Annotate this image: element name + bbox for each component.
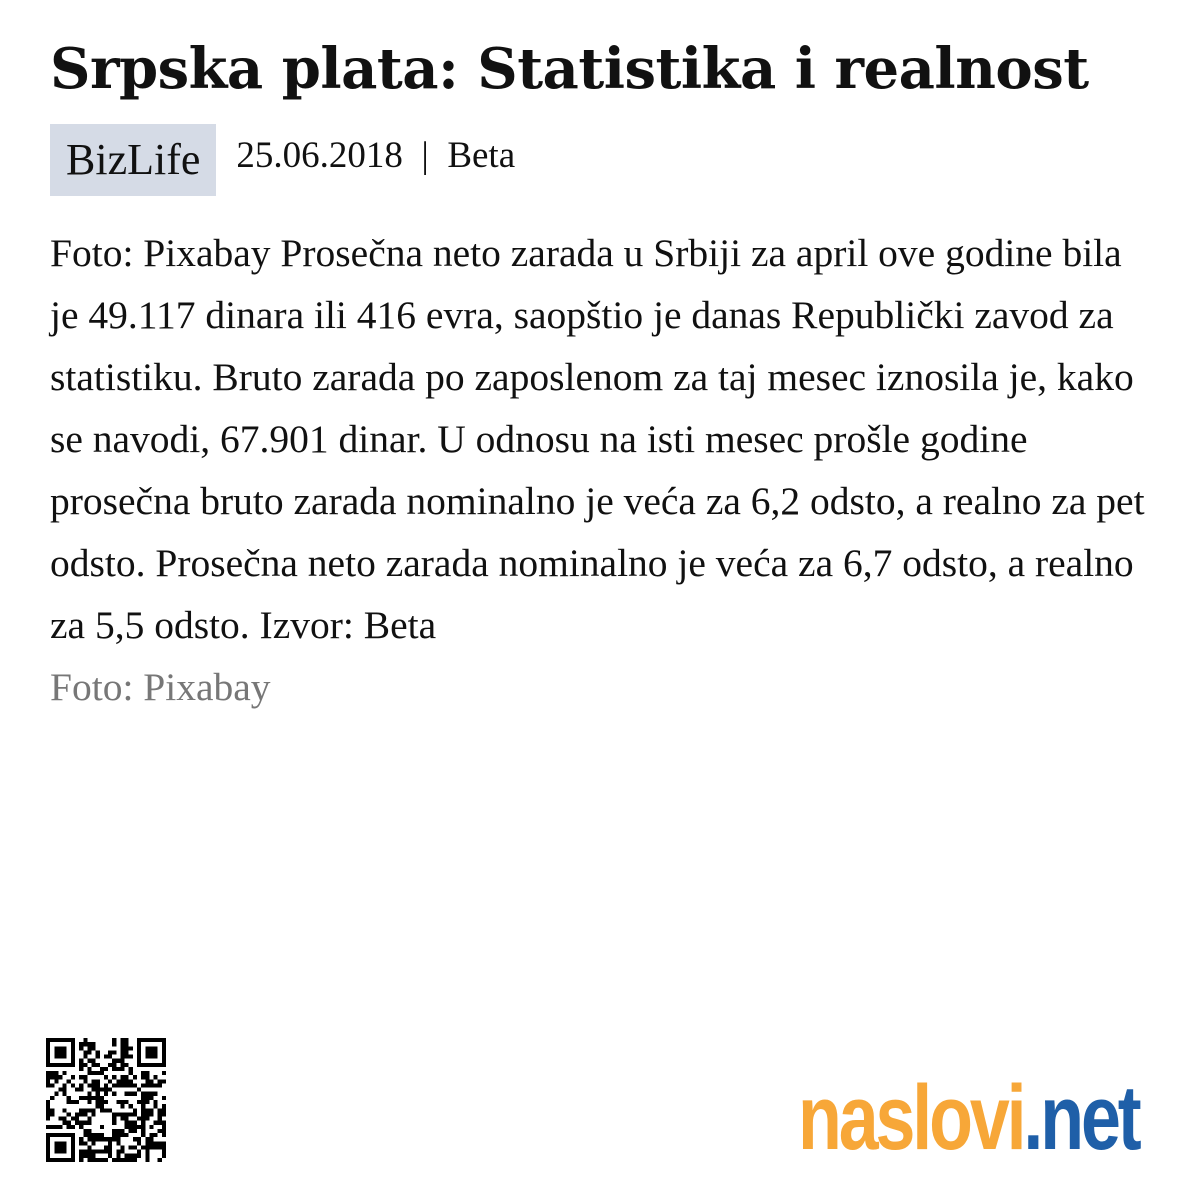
article-agency: Beta [447, 135, 516, 176]
meta-info [236, 134, 515, 178]
meta-separator: | [421, 135, 429, 176]
article-date: 25.06.2018 [236, 135, 403, 176]
article [50, 36, 1160, 718]
article-title: Srpska plata: Statistika i realnost [50, 36, 1089, 102]
photo-caption: Foto: Pixabay [50, 665, 271, 709]
article-meta [50, 124, 1160, 196]
article-body: Foto: Pixabay Prosečna neto zarada u Srbiji za april ove godine bila je 49.117 dinara ili 416 evra, saopštio je danas Republički zavod za statistiku. Bruto zarada po zaposlenom za taj mesec iznosila je, kako se navodi, 67.901 dinar. U odnosu na isti mesec prošle godine prosečna bruto zarada nominalno je veća za 6,2 odsto, a realno za pet odsto. Prosečna neto zarada nominalno je veća za 6,7 odsto, a realno za 5,5 odsto. Izvor: Beta [50, 231, 1145, 647]
qr-code-icon [46, 1038, 166, 1162]
naslovi-logo[interactable] [798, 1068, 1139, 1168]
logo-part-net: .net [1023, 1067, 1139, 1169]
source-badge[interactable]: BizLife [50, 124, 216, 196]
logo-part-naslovi: naslovi [798, 1067, 1024, 1169]
